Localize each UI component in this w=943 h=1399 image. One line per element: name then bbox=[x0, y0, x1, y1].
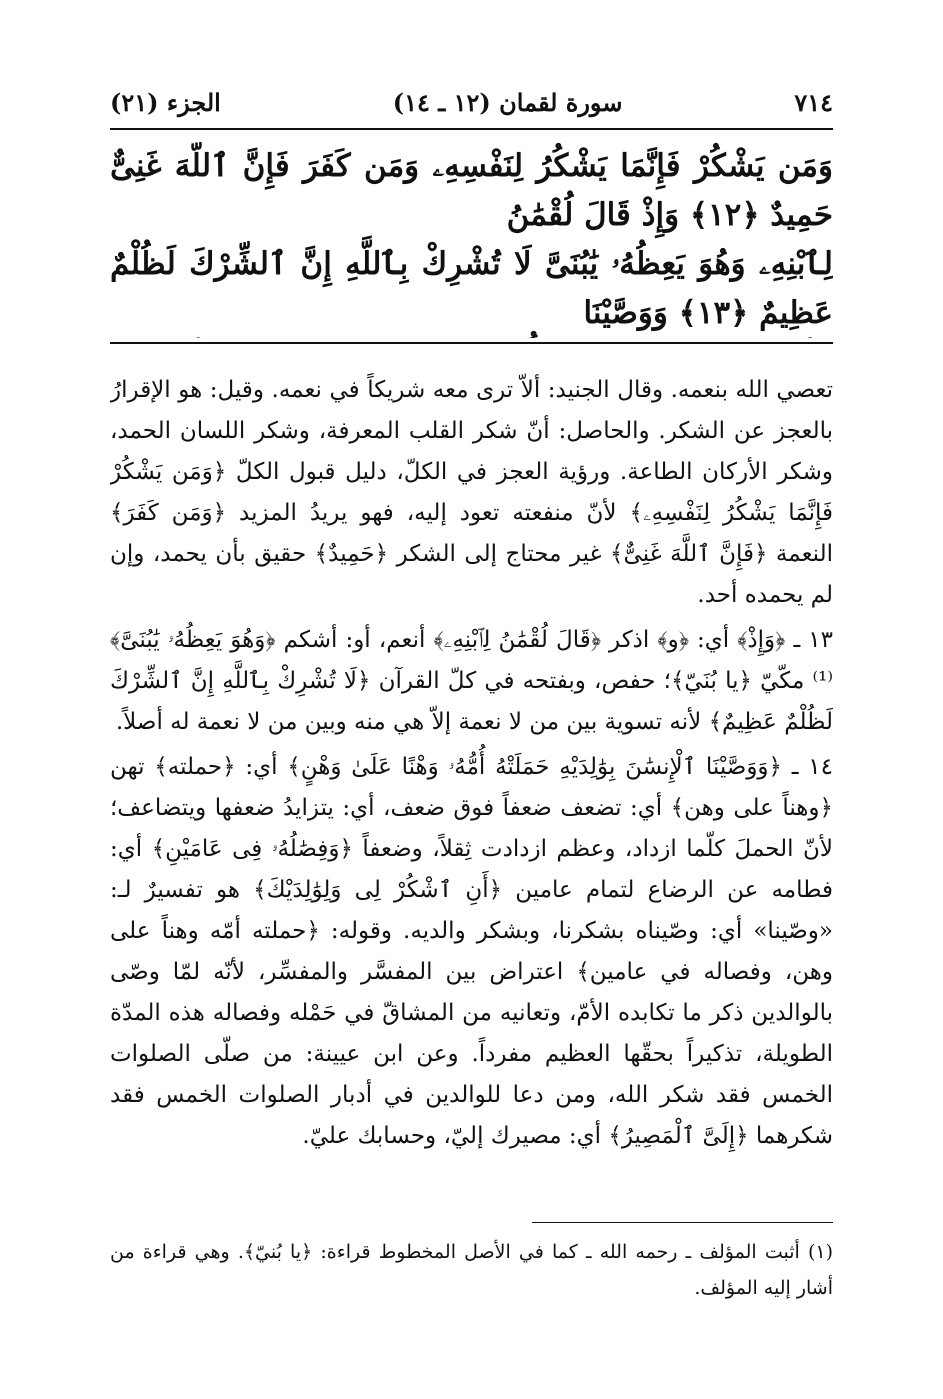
commentary-paragraph: تعصي الله بنعمه. وقال الجنيد: ألاّ ترى معه شريكاً في نعمه. وقيل: هو الإقرارُ بالعجز عن الشكر. والحاصل: أنّ شكر القلب المعرفة، وشكر اللسان الحمد، وشكر الأركان الطاعة. ورؤية العجز في الكلّ، دليل قبول الكلّ ﴿وَمَن يَشْكُرْ فَإِنَّمَا يَشْكُرُ لِنَفْسِهِۦ﴾ لأنّ منفعته تعود إليه، فهو يريدُ المزيد ﴿وَمَن كَفَرَ﴾ النعمة ﴿فَإِنَّ ٱللَّهَ غَنِىٌّ﴾ غير محتاج إلى الشكر ﴿حَمِيدٌ﴾ حقيق بأن يحمد، وإن لم يحمده أحد. bbox=[110, 377, 833, 608]
header-divider bbox=[110, 128, 833, 130]
commentary-text bbox=[110, 370, 833, 1200]
footnote-text: (١) أثبت المؤلف ـ رحمه الله ـ كما في الأصل المخطوط قراءة: ﴿يا بُنيّ﴾. وهي قراءة من أشار إليه المؤلف. bbox=[110, 1241, 833, 1299]
verses-divider bbox=[110, 342, 833, 344]
commentary-paragraph: ١٣ ـ ﴿وَإِذْ﴾ أي: ﴿و﴾ اذكر ﴿قَالَ لُقْمَٰنُ لِٱبْنِهِۦ﴾ أنعم، أو: أشكم ﴿وَهُوَ يَعِظُهُۥ يَٰبُنَىَّ﴾⁽¹⁾ مكّيّ ﴿يا بُنَيّ﴾؛ حفص، وبفتحه في كلّ القرآن ﴿لَا تُشْرِكْ بِٱللَّهِ إِنَّ ٱلشِّرْكَ لَظُلْمٌ عَظِيمٌ﴾ لأنه تسوية بين من لا نعمة إلاّ هي منه وبين من لا نعمة له أصلاً. bbox=[110, 627, 833, 735]
surah-title: سورة لقمان (١٢ ـ ١٤) bbox=[392, 87, 623, 117]
quran-line: وَمَن يَشْكُرْ فَإِنَّمَا يَشْكُرُ لِنَفْسِهِۦ وَمَن كَفَرَ فَإِنَّ ٱللَّهَ غَنِىٌّ حَمِيدٌ ﴿١٢﴾ وَإِذْ قَالَ لُقْمَٰنُ bbox=[110, 148, 833, 233]
quran-verses-block bbox=[110, 142, 833, 338]
quran-line: لِٱبْنِهِۦ وَهُوَ يَعِظُهُۥ يَٰبُنَىَّ لَا تُشْرِكْ بِٱللَّهِ إِنَّ ٱلشِّرْكَ لَظُلْمٌ عَظِيمٌ ﴿١٣﴾ وَوَصَّيْنَا bbox=[110, 246, 833, 331]
footnote-divider bbox=[532, 1222, 833, 1223]
footnote bbox=[110, 1234, 833, 1314]
page-number: ٧١٤ bbox=[794, 87, 833, 117]
commentary-paragraph: ١٤ ـ ﴿وَوَصَّيْنَا ٱلْإِنسَٰنَ بِوَٰلِدَيْهِ حَمَلَتْهُ أُمُّهُۥ وَهْنًا عَلَىٰ وَهْنٍ﴾ أي: ﴿حملته﴾ تهن ﴿وهناً على وهن﴾ أي: تضعف ضعفاً فوق ضعف، أي: يتزايدُ ضعفها ويتضاعف؛ لأنّ الحملَ كلّما ازداد، وعظم ازدادت ثِقلاً، وضعفاً ﴿وَفِصَٰلُهُۥ فِى عَامَيْنِ﴾ أي: فطامه عن الرضاع لتمام عامين ﴿أَنِ ٱشْكُرْ لِى وَلِوَٰلِدَيْكَ﴾ هو تفسيرٌ لـ: «وصّينا» أي: وصّيناه بشكرنا، وبشكر والديه. وقوله: ﴿حملته أمّه وهناً على وهن، وفصاله في عامين﴾ اعتراض بين المفسَّر والمفسِّر، لأنّه لمّا وصّى بالوالدين ذكر ما تكابده الأمّ، وتعانيه من المشاقّ في حَمْله وفصاله هذه المدّة الطويلة، تذكيراً بحقّها العظيم مفرداً. وعن ابن عيينة: من صلّى الصلوات الخمس فقد شكر الله، ومن دعا للوالدين في أدبار الصلوات الخمس فقد شكرهما ﴿إِلَىَّ ٱلْمَصِيرُ﴾ أي: مصيرك إليّ، وحسابك عليّ. bbox=[110, 754, 833, 1149]
page-header bbox=[110, 82, 833, 122]
juz-label: الجزء (٢١) bbox=[110, 87, 221, 117]
